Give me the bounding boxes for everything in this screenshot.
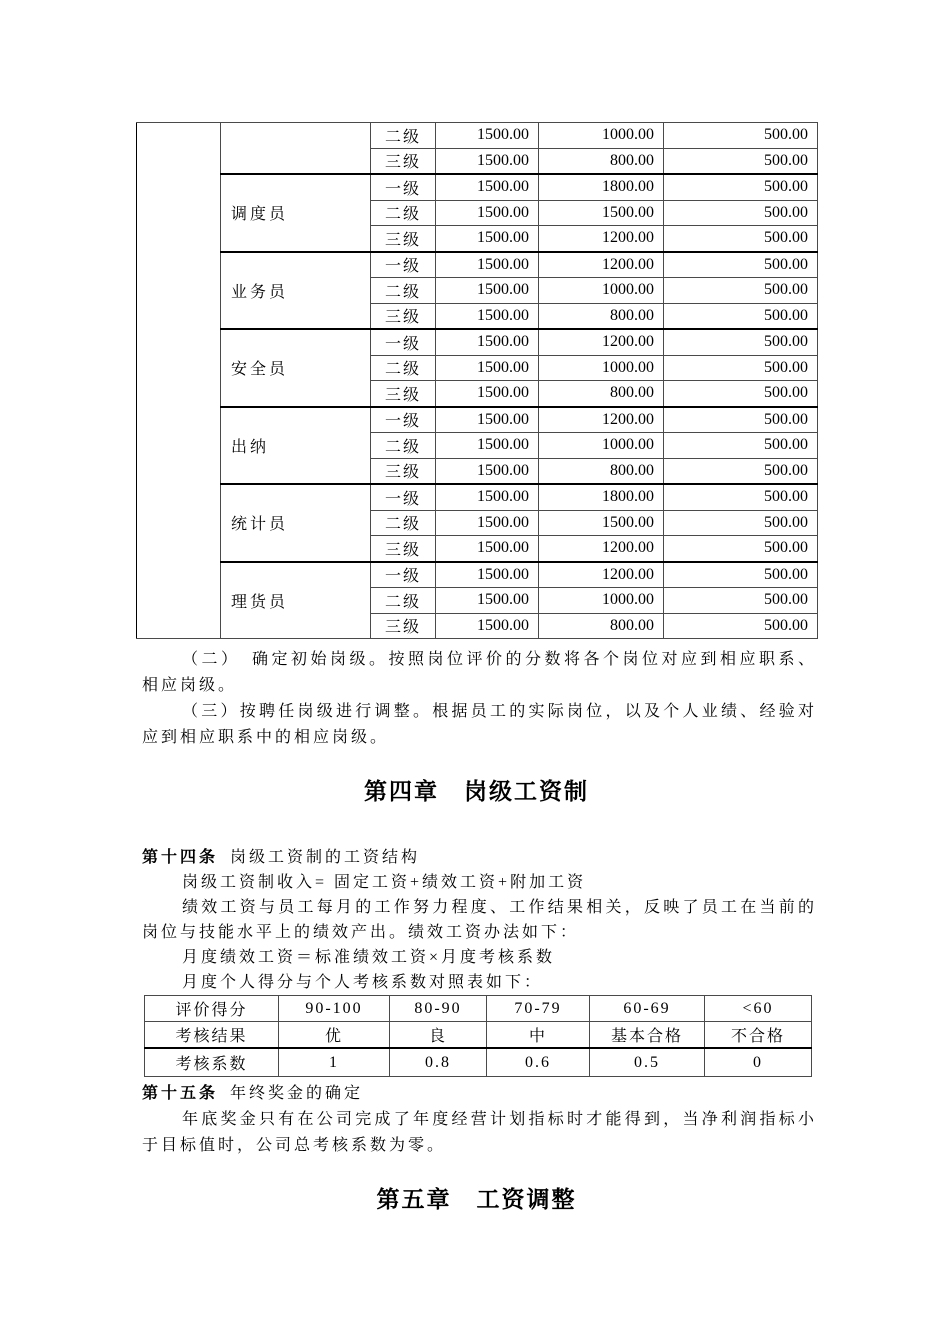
article-15-title: 年终奖金的确定: [230, 1085, 364, 1102]
position-cell: 安全员: [221, 329, 371, 407]
fixed-salary-cell: 1500.00: [436, 484, 539, 510]
coefficient-row-header: 考核结果: [145, 1022, 279, 1049]
fixed-salary-cell: 1500.00: [436, 123, 539, 149]
coefficient-cell: 70-79: [487, 996, 590, 1022]
coefficient-row-header: 评价得分: [145, 996, 279, 1022]
performance-salary-cell: 1200.00: [539, 536, 664, 562]
coefficient-cell: 中: [487, 1022, 590, 1049]
coefficient-cell: 0: [705, 1048, 812, 1077]
article-14-title: 岗级工资制的工资结构: [230, 849, 421, 866]
position-cell: 统计员: [221, 484, 371, 562]
coefficient-cell: 0.6: [487, 1048, 590, 1077]
coefficient-cell: 80-90: [390, 996, 487, 1022]
level-cell: 二级: [371, 510, 436, 536]
performance-salary-cell: 1000.00: [539, 278, 664, 304]
article-15-bonus-paragraph: 年底奖金只有在公司完成了年度经营计划指标时才能得到，当净利润指标小于目标值时，公司总考核系数为零。: [142, 1111, 817, 1154]
performance-salary-cell: 1000.00: [539, 123, 664, 149]
coefficient-cell: 60-69: [590, 996, 705, 1022]
extra-salary-cell: 500.00: [664, 381, 818, 407]
paragraph-item-2: （二） 确定初始岗级。按照岗位评价的分数将各个岗位对应到相应职系、相应岗级。: [142, 651, 817, 694]
coefficient-row-header: 考核系数: [145, 1048, 279, 1077]
coefficient-table-row: [145, 996, 812, 1022]
fixed-salary-cell: 1500.00: [436, 588, 539, 614]
performance-salary-cell: 1000.00: [539, 588, 664, 614]
position-cell: 业务员: [221, 252, 371, 330]
performance-salary-cell: 1000.00: [539, 433, 664, 459]
salary-table-row: [137, 252, 818, 278]
article-14-table-intro: 月度个人得分与个人考核系数对照表如下：: [182, 974, 544, 991]
article-14-income-formula: 岗级工资制收入= 固定工资+绩效工资+附加工资: [182, 874, 587, 891]
article-15-line: [142, 1081, 817, 1107]
extra-salary-cell: 500.00: [664, 458, 818, 484]
performance-salary-cell: 1200.00: [539, 562, 664, 588]
extra-salary-cell: 500.00: [664, 200, 818, 226]
position-cell: 理货员: [221, 562, 371, 639]
level-cell: 二级: [371, 433, 436, 459]
coefficient-cell: 1: [279, 1048, 390, 1077]
level-cell: 一级: [371, 484, 436, 510]
coefficient-cell: 0.8: [390, 1048, 487, 1077]
performance-salary-cell: 1500.00: [539, 510, 664, 536]
article-15-label: 第十五条: [142, 1085, 219, 1102]
extra-salary-cell: 500.00: [664, 613, 818, 639]
article-14-line: [142, 845, 817, 870]
level-cell: 一级: [371, 252, 436, 278]
performance-salary-cell: 800.00: [539, 613, 664, 639]
level-cell: 三级: [371, 536, 436, 562]
performance-salary-cell: 1000.00: [539, 355, 664, 381]
salary-grade-table-body: [137, 123, 818, 639]
position-cell: 出纳: [221, 407, 371, 485]
salary-table-row: [137, 329, 818, 355]
coefficient-cell: 90-100: [279, 996, 390, 1022]
performance-salary-cell: 1800.00: [539, 484, 664, 510]
performance-salary-cell: 1200.00: [539, 226, 664, 252]
performance-salary-cell: 800.00: [539, 148, 664, 174]
assessment-coefficient-table-body: [145, 996, 812, 1077]
salary-table-row: [137, 123, 818, 149]
fixed-salary-cell: 1500.00: [436, 510, 539, 536]
performance-salary-cell: 800.00: [539, 303, 664, 329]
extra-salary-cell: 500.00: [664, 329, 818, 355]
level-cell: 一级: [371, 407, 436, 433]
fixed-salary-cell: 1500.00: [436, 407, 539, 433]
assessment-coefficient-table: [144, 995, 812, 1077]
extra-salary-cell: 500.00: [664, 278, 818, 304]
extra-salary-cell: 500.00: [664, 226, 818, 252]
extra-salary-cell: 500.00: [664, 433, 818, 459]
position-cell: [221, 123, 371, 175]
chapter-5-heading: 第五章 工资调整: [376, 1187, 577, 1212]
level-cell: 三级: [371, 613, 436, 639]
fixed-salary-cell: 1500.00: [436, 303, 539, 329]
extra-salary-cell: 500.00: [664, 123, 818, 149]
level-cell: 三级: [371, 458, 436, 484]
level-cell: 三级: [371, 148, 436, 174]
fixed-salary-cell: 1500.00: [436, 613, 539, 639]
extra-salary-cell: 500.00: [664, 510, 818, 536]
article-14-performance-paragraph: 绩效工资与员工每月的工作努力程度、工作结果相关，反映了员工在当前的岗位与技能水平上的绩效产出。绩效工资办法如下：: [142, 899, 817, 941]
document-content: [136, 122, 817, 1215]
article-14-label: 第十四条: [142, 849, 219, 866]
level-cell: 三级: [371, 381, 436, 407]
coefficient-table-row: [145, 1048, 812, 1077]
fixed-salary-cell: 1500.00: [436, 433, 539, 459]
extra-salary-cell: 500.00: [664, 148, 818, 174]
extra-salary-cell: 500.00: [664, 355, 818, 381]
level-cell: 一级: [371, 174, 436, 200]
level-cell: 三级: [371, 303, 436, 329]
extra-salary-cell: 500.00: [664, 562, 818, 588]
fixed-salary-cell: 1500.00: [436, 536, 539, 562]
coefficient-cell: <60: [705, 996, 812, 1022]
level-cell: 二级: [371, 278, 436, 304]
fixed-salary-cell: 1500.00: [436, 200, 539, 226]
performance-salary-cell: 1200.00: [539, 329, 664, 355]
performance-salary-cell: 1800.00: [539, 174, 664, 200]
extra-salary-cell: 500.00: [664, 588, 818, 614]
level-cell: 三级: [371, 226, 436, 252]
level-cell: 二级: [371, 123, 436, 149]
extra-salary-cell: 500.00: [664, 174, 818, 200]
salary-table-row: [137, 174, 818, 200]
level-cell: 一级: [371, 329, 436, 355]
extra-salary-cell: 500.00: [664, 303, 818, 329]
position-cell: 调度员: [221, 174, 371, 252]
article-14-monthly-formula: 月度绩效工资＝标准绩效工资×月度考核系数: [182, 949, 556, 966]
coefficient-cell: 不合格: [705, 1022, 812, 1049]
extra-salary-cell: 500.00: [664, 407, 818, 433]
performance-salary-cell: 1200.00: [539, 252, 664, 278]
fixed-salary-cell: 1500.00: [436, 458, 539, 484]
coefficient-table-row: [145, 1022, 812, 1049]
salary-grade-table: [136, 122, 818, 639]
fixed-salary-cell: 1500.00: [436, 562, 539, 588]
performance-salary-cell: 800.00: [539, 381, 664, 407]
level-cell: 二级: [371, 200, 436, 226]
level-cell: 一级: [371, 562, 436, 588]
coefficient-cell: 0.5: [590, 1048, 705, 1077]
coefficient-cell: 基本合格: [590, 1022, 705, 1049]
fixed-salary-cell: 1500.00: [436, 252, 539, 278]
paragraph-item-3: （三）按聘任岗级进行调整。根据员工的实际岗位，以及个人业绩、经验对应到相应职系中的相应岗级。: [142, 703, 817, 746]
performance-salary-cell: 800.00: [539, 458, 664, 484]
fixed-salary-cell: 1500.00: [436, 329, 539, 355]
chapter-4-heading: 第四章 岗级工资制: [364, 779, 589, 804]
fixed-salary-cell: 1500.00: [436, 381, 539, 407]
fixed-salary-cell: 1500.00: [436, 226, 539, 252]
coefficient-cell: 良: [390, 1022, 487, 1049]
fixed-salary-cell: 1500.00: [436, 278, 539, 304]
salary-table-row: [137, 562, 818, 588]
level-cell: 二级: [371, 588, 436, 614]
fixed-salary-cell: 1500.00: [436, 355, 539, 381]
extra-salary-cell: 500.00: [664, 484, 818, 510]
fixed-salary-cell: 1500.00: [436, 174, 539, 200]
salary-table-row: [137, 407, 818, 433]
level-cell: 二级: [371, 355, 436, 381]
extra-salary-cell: 500.00: [664, 252, 818, 278]
performance-salary-cell: 1200.00: [539, 407, 664, 433]
salary-table-row: [137, 484, 818, 510]
left-spacer-cell: [137, 123, 221, 639]
extra-salary-cell: 500.00: [664, 536, 818, 562]
coefficient-cell: 优: [279, 1022, 390, 1049]
performance-salary-cell: 1500.00: [539, 200, 664, 226]
fixed-salary-cell: 1500.00: [436, 148, 539, 174]
